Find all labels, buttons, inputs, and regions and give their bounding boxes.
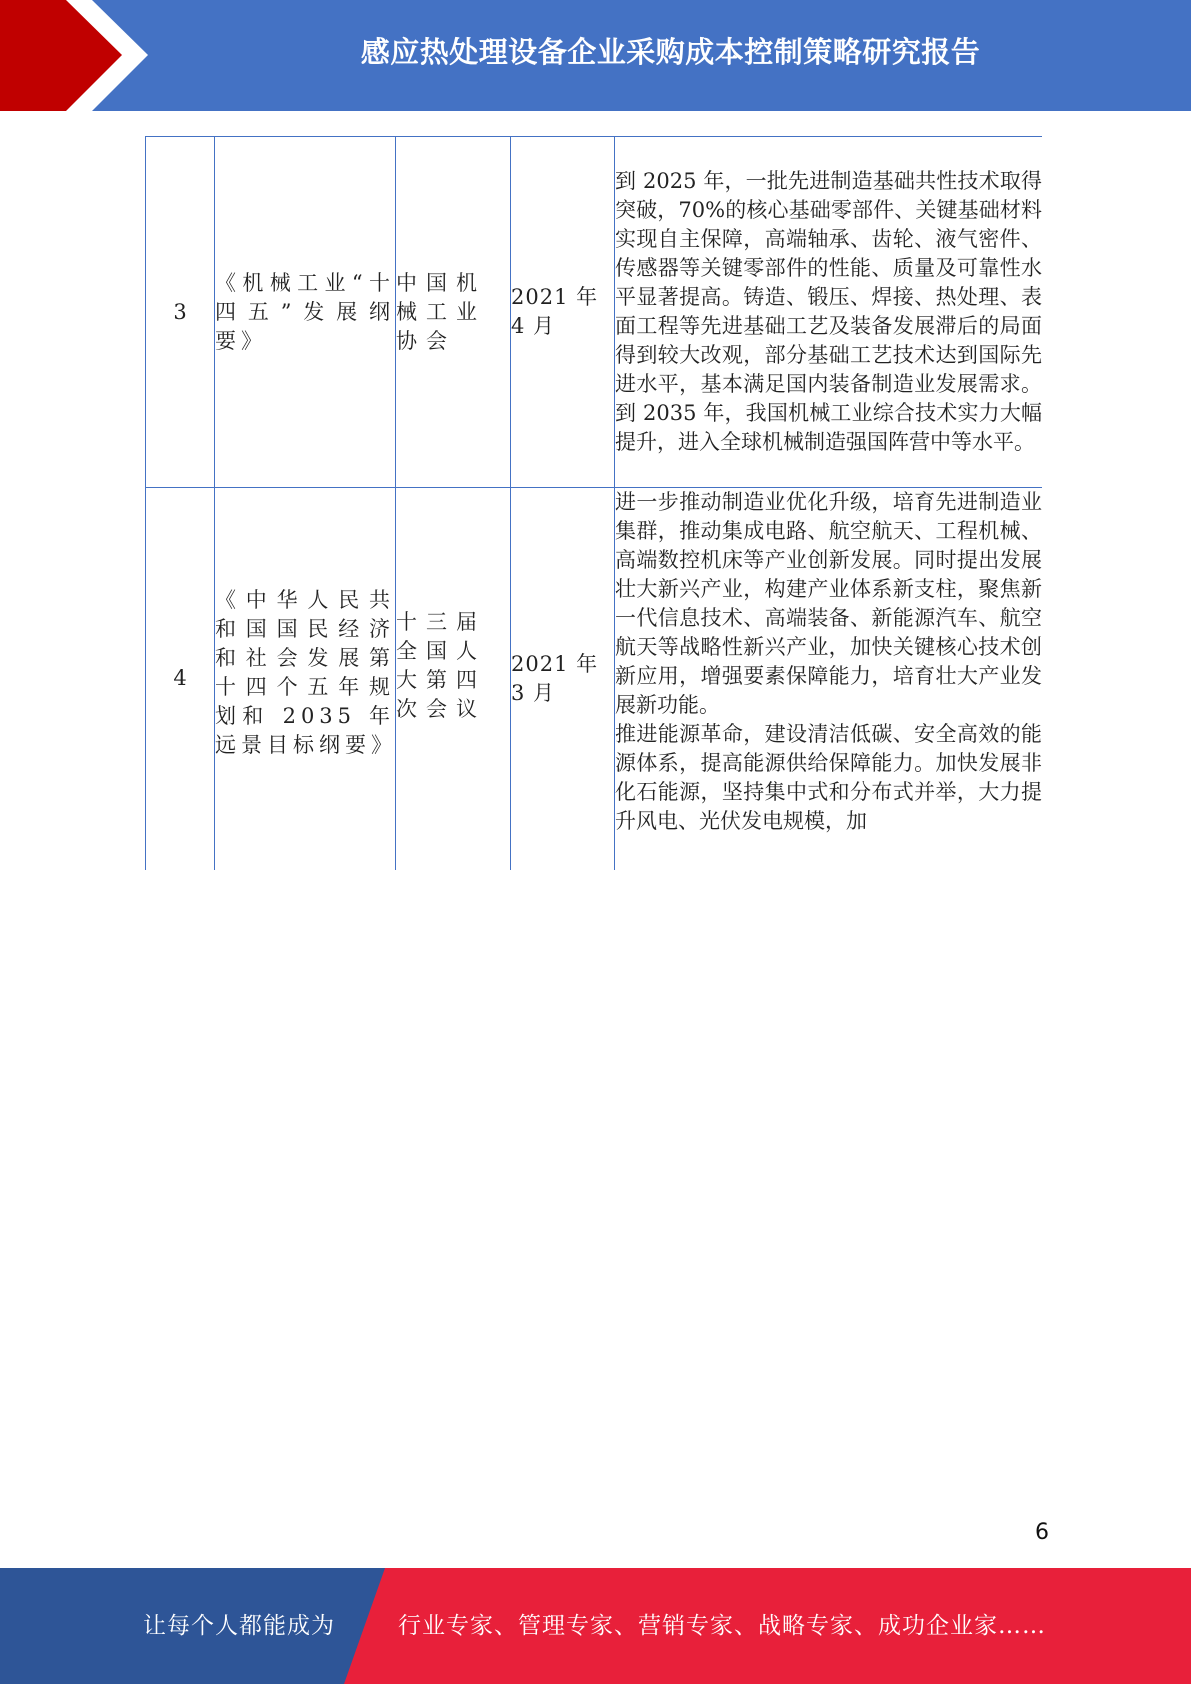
- header-band: [0, 0, 1191, 111]
- footer-slogan-right: 行业专家、管理专家、营销专家、战略专家、成功企业家……: [398, 1613, 1046, 1639]
- page-number: 6: [1035, 1520, 1049, 1545]
- table-row: [146, 488, 1043, 871]
- report-title: 感应热处理设备企业采购成本控制策略研究报告: [360, 35, 981, 69]
- footer-slogan-left: 让每个人都能成为: [143, 1613, 335, 1639]
- row-number: 3: [146, 137, 215, 488]
- footer-band: [0, 1568, 1191, 1684]
- row-number: 4: [146, 488, 215, 871]
- policy-table-container: [145, 136, 1042, 870]
- policy-content: [615, 137, 1043, 488]
- issue-date: 2021 年 4 月: [511, 137, 615, 488]
- issuing-body: 中国机械工业协会: [396, 137, 511, 488]
- table-row: [146, 137, 1043, 488]
- header-arrow-decoration: [0, 0, 160, 111]
- policy-name: 《中华人民共和国国民经济和社会发展第十四个五年规划和 2035 年远景目标纲要》: [215, 488, 396, 871]
- policy-name: 《机械工业“十四五”发展纲要》: [215, 137, 396, 488]
- policy-table: [145, 136, 1042, 870]
- content-paragraph: 进一步推动制造业优化升级，培育先进制造业集群，推动集成电路、航空航天、工程机械、高端数控机床等产业创新发展。同时提出发展壮大新兴产业，构建产业体系新支柱，聚焦新一代信息技术、高端装备、新能源汽车、航空航天等战略性新兴产业，加快关键核心技术创新应用，增强要素保障能力，培育壮大产业发展新功能。: [615, 490, 1042, 717]
- issue-date: 2021 年 3 月: [511, 488, 615, 871]
- content-paragraph: 到 2025 年，一批先进制造基础共性技术取得突破，70%的核心基础零部件、关键基础材料实现自主保障，高端轴承、齿轮、液气密件、传感器等关键零部件的性能、质量及可靠性水平显著提高。铸造、锻压、焊接、热处理、表面工程等先进基础工艺及装备发展滞后的局面得到较大改观，部分基础工艺技术达到国际先进水平，基本满足国内装备制造业发展需求。到 2035 年，我国机械工业综合技术实力大幅提升，进入全球机械制造强国阵营中等水平。: [615, 169, 1042, 454]
- policy-content: [615, 488, 1043, 871]
- issuing-body: 十三届全国人大第四次会议: [396, 488, 511, 871]
- content-paragraph: 推进能源革命，建设清洁低碳、安全高效的能源体系，提高能源供给保障能力。加快发展非化石能源，坚持集中式和分布式并举，大力提升风电、光伏发电规模，加: [615, 722, 1042, 833]
